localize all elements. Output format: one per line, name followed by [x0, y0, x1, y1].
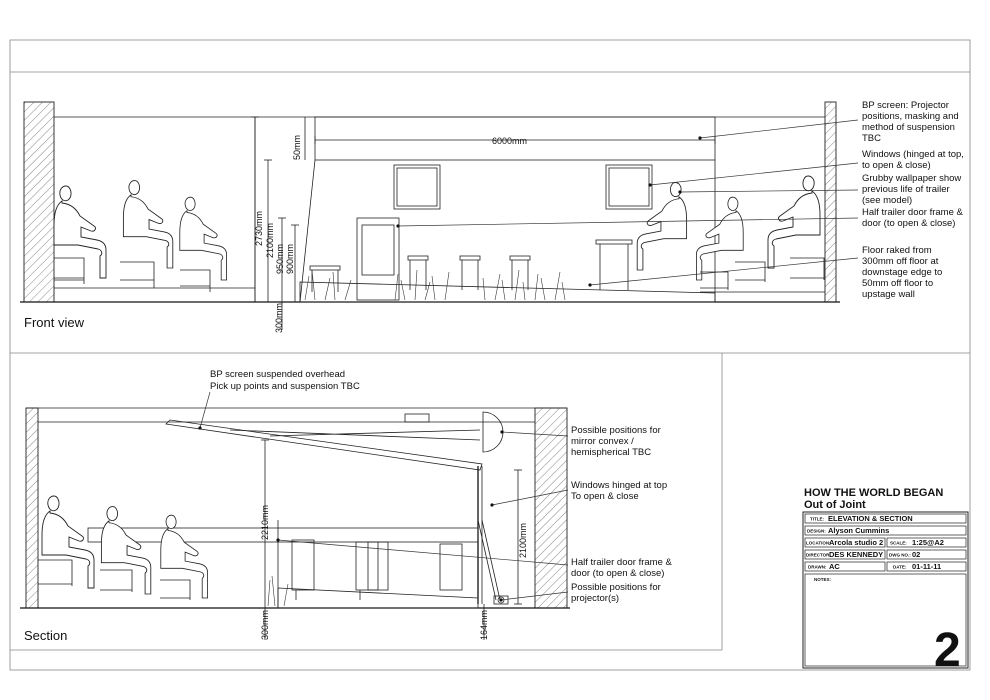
- section-note-projector: Possible positions for projector(s): [571, 582, 661, 604]
- dim-2100-section: 2100mm: [518, 522, 528, 558]
- front-window-left: [394, 165, 440, 209]
- svg-text:SCALE:: SCALE:: [890, 540, 907, 546]
- section-note-mirror: Possible positions for mirror convex / hemispherical TBC: [571, 425, 661, 458]
- section-note-door: Half trailer door frame & door (to open & close): [571, 557, 672, 579]
- section-top-note: BP screen suspended overhead Pick up points and suspension TBC: [210, 369, 360, 392]
- front-note-windows: Windows (hinged at top, to open & close): [862, 149, 964, 171]
- dim-900: 900mm: [285, 243, 295, 274]
- svg-text:LOCATION:: LOCATION:: [806, 540, 831, 546]
- tb-scale: 1:25@A2: [912, 538, 944, 547]
- dim-2730: 2730mm: [254, 210, 264, 246]
- sheet-number: 2: [934, 624, 961, 677]
- front-note-floor: Floor raked from 300mm off floor at downstage edge to 50mm off floor to upstage wall: [862, 245, 943, 300]
- bp-screen: [166, 420, 482, 470]
- svg-text:DWG NO.:: DWG NO.:: [889, 552, 911, 558]
- section-notes: [571, 425, 674, 604]
- show-title: HOW THE WORLD BEGAN: [804, 487, 944, 499]
- front-window-right: [606, 165, 652, 209]
- dim-300: 300mm: [274, 302, 284, 333]
- right-wall: [825, 102, 836, 302]
- section-note-windows: Windows hinged at top To open & close: [571, 480, 668, 502]
- dim-50: 50mm: [292, 134, 302, 160]
- front-note-door: Half trailer door frame & door (to open & close): [862, 207, 963, 229]
- dim-6000: 6000mm: [492, 136, 528, 146]
- front-note-screen: BP screen: Projector positions, masking and method of suspension TBC: [862, 100, 959, 144]
- section-drawing: [20, 392, 570, 640]
- tb-location: Arcola studio 2: [829, 538, 884, 547]
- dim-164: 164mm: [479, 609, 489, 640]
- mirror: [483, 412, 503, 452]
- svg-text:DATE:: DATE:: [893, 564, 907, 570]
- tb-title: ELEVATION & SECTION: [828, 514, 913, 523]
- tb-director: DES KENNEDY: [829, 550, 884, 559]
- svg-text:NOTES:: NOTES:: [814, 577, 832, 582]
- svg-text:DRAWN:: DRAWN:: [808, 564, 827, 570]
- front-notes: [862, 100, 967, 300]
- svg-text:DESIGN:: DESIGN:: [807, 528, 826, 534]
- dim-2100: 2100mm: [265, 222, 275, 258]
- company-name: Out of Joint: [804, 499, 866, 511]
- front-view-label: Front view: [24, 315, 84, 330]
- front-note-wallpaper: Grubby wallpaper show previous life of trailer (see model): [862, 173, 962, 206]
- front-door: [357, 218, 399, 300]
- dim-2210: 2210mm: [260, 504, 270, 540]
- title-block: [803, 487, 968, 677]
- section-right-wall: [535, 408, 567, 608]
- dim-300-section: 300mm: [260, 609, 270, 640]
- svg-text:TITLE:: TITLE:: [810, 516, 824, 522]
- tb-date: 01-11-11: [912, 562, 942, 571]
- section-label: Section: [24, 628, 68, 643]
- svg-text:DIRECTOR:: DIRECTOR:: [806, 552, 831, 558]
- dim-950: 950mm: [275, 243, 285, 274]
- section-left-wall: [26, 408, 38, 608]
- front-view-drawing: [20, 102, 858, 330]
- tb-drawn: AC: [829, 562, 840, 571]
- left-wall: [24, 102, 54, 302]
- tb-design: Alyson Cummins: [828, 526, 890, 535]
- tb-dwg-no: 02: [912, 550, 921, 559]
